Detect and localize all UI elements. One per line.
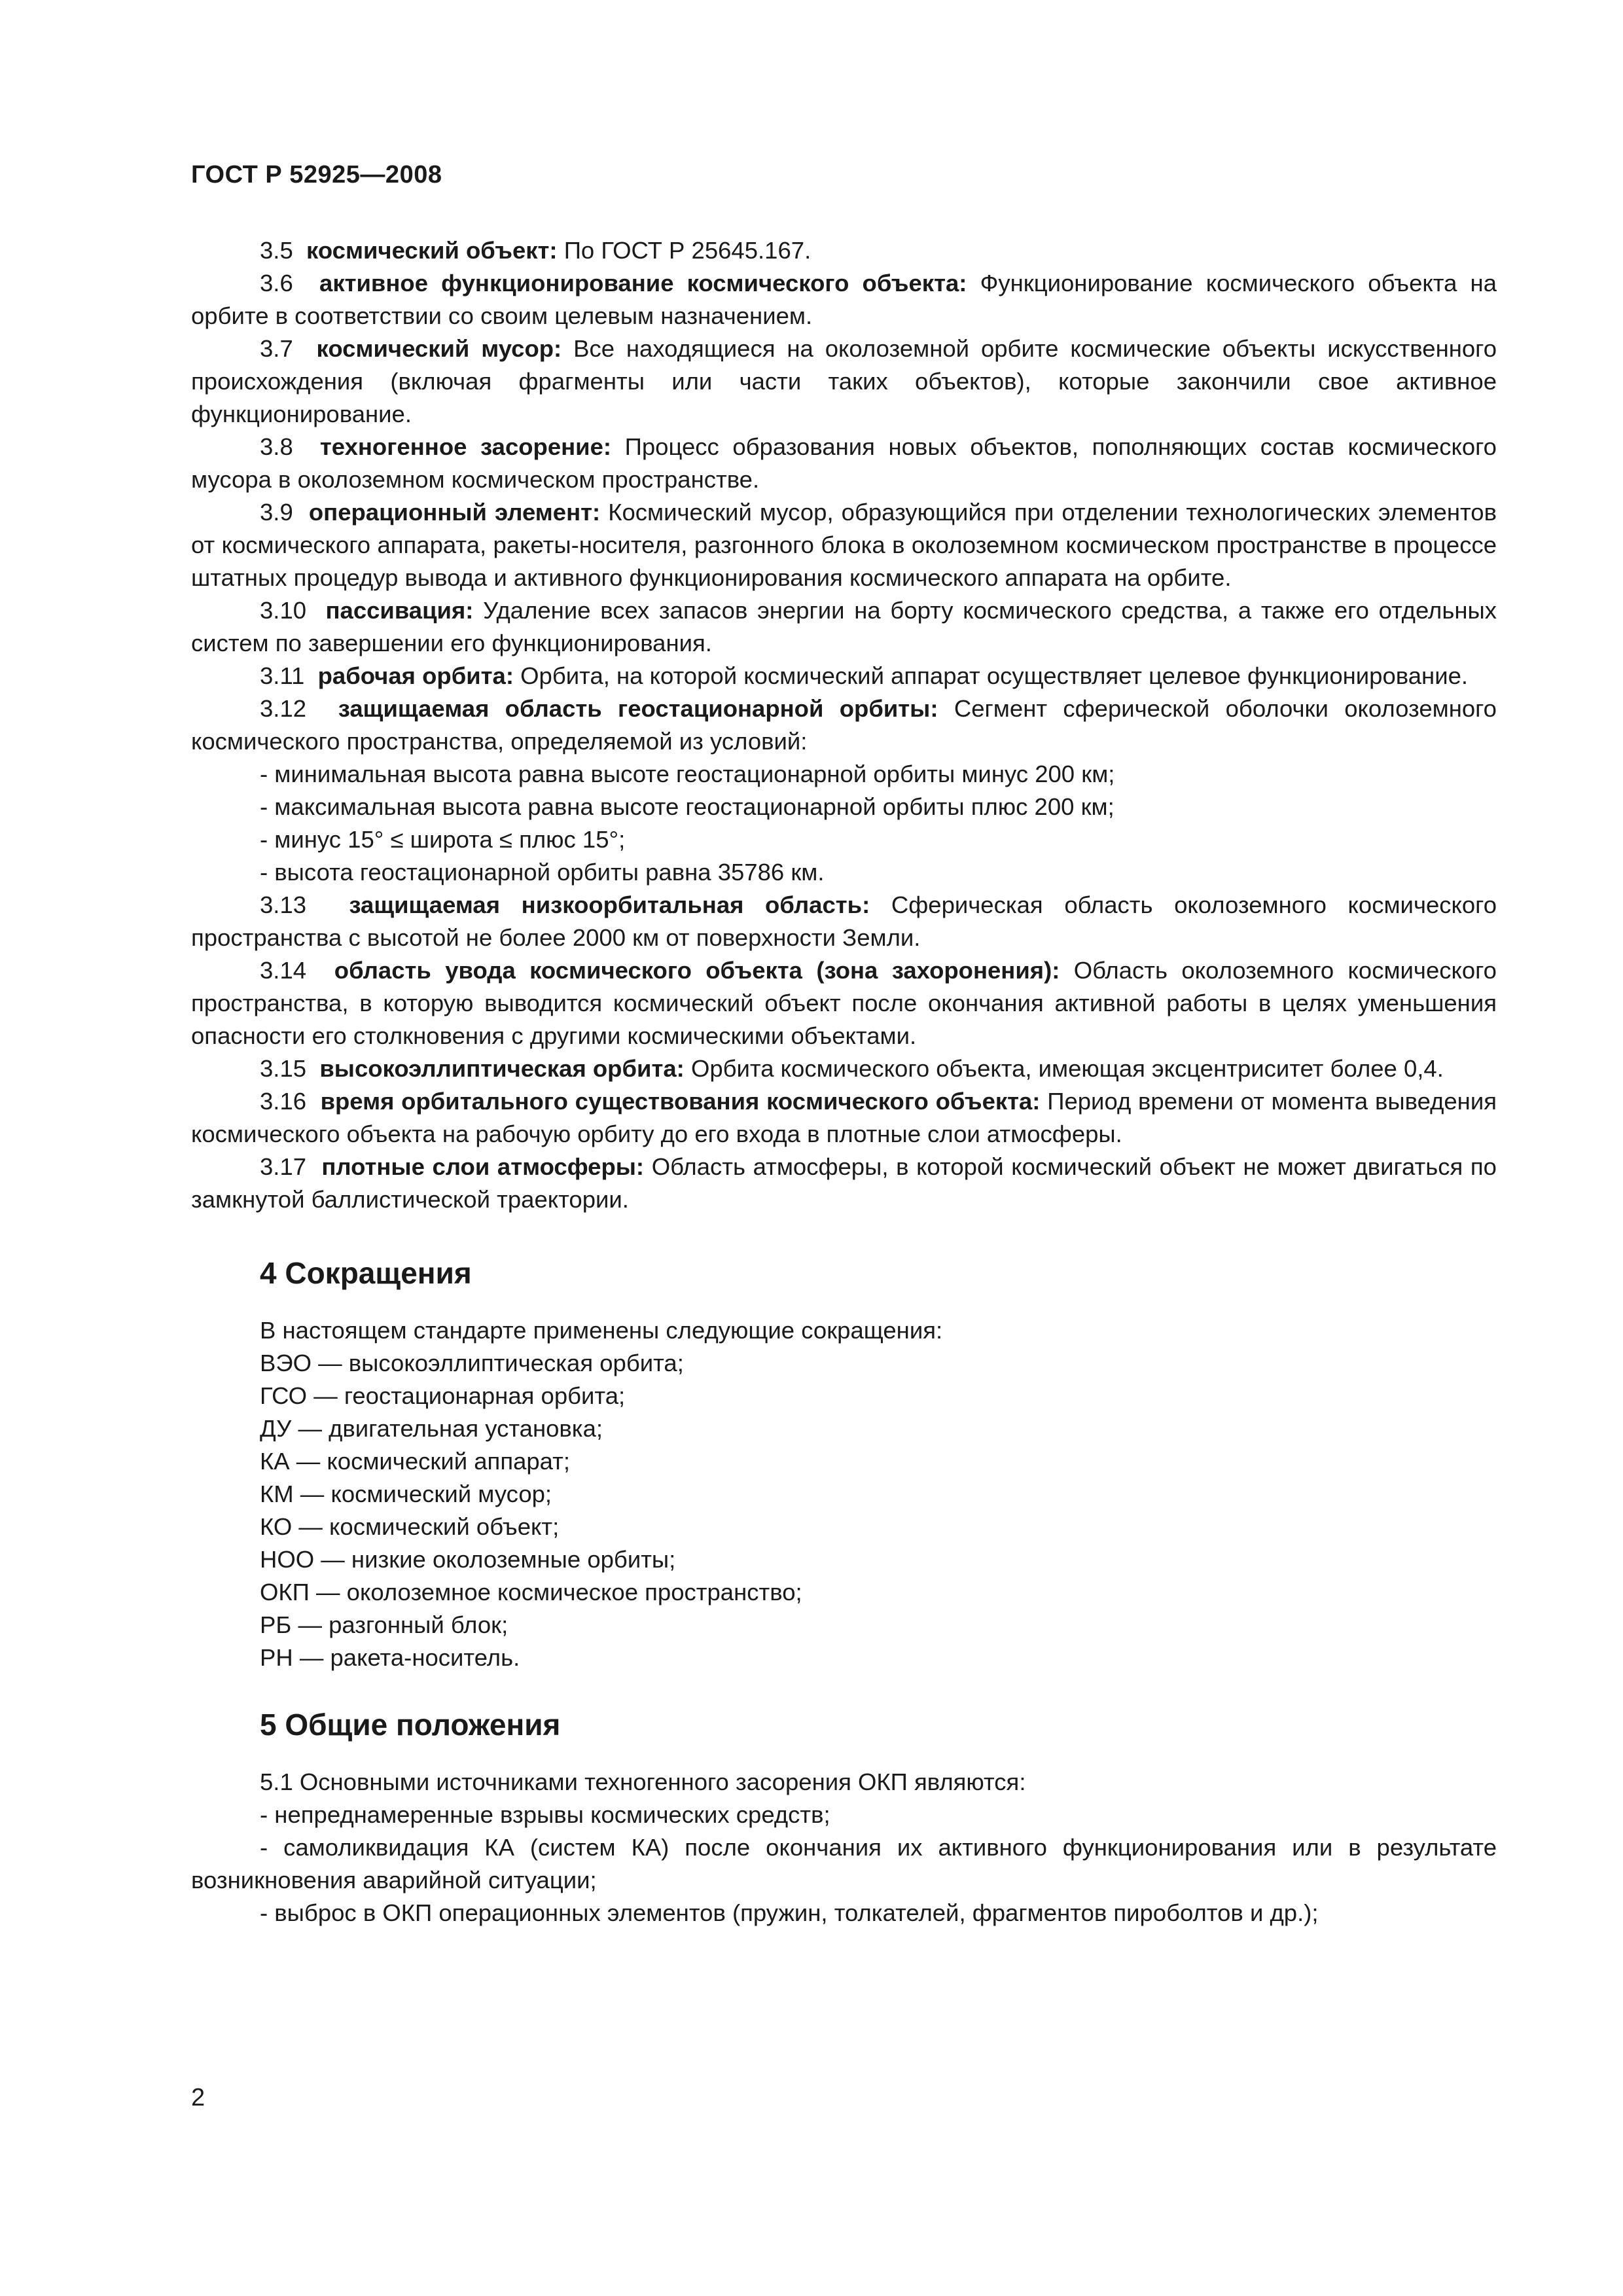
definition-3-5: 3.5 космический объект: По ГОСТ Р 25645.167. bbox=[260, 237, 812, 264]
abbreviation-item: РН — ракета-носитель. bbox=[260, 1644, 520, 1671]
source-item: - непреднамеренные взрывы космических средств; bbox=[260, 1801, 830, 1828]
abbreviation-item: ГСО — геостационарная орбита; bbox=[260, 1382, 626, 1409]
definition-3-7: 3.7 космический мусор: Все находящиеся на околоземной орбите космические объекты искусственного происхождения (включая фрагменты или части таких объектов), которые закончили свое активное функционирование. bbox=[191, 335, 1497, 427]
term: защищаемая область геостационарной орбиты: bbox=[338, 695, 938, 722]
abbreviation-item: КМ — космический мусор; bbox=[260, 1480, 552, 1507]
abbreviation-item: ВЭО — высокоэллиптическая орбита; bbox=[260, 1350, 684, 1376]
section-5-heading: 5 Общие положения bbox=[260, 1708, 561, 1742]
definition-3-12: 3.12 защищаемая область геостационарной орбиты: Сегмент сферической оболочки околоземного космического пространства, определяемой из условий: bbox=[191, 695, 1497, 755]
term: рабочая орбита: bbox=[317, 662, 514, 689]
condition-item: - минимальная высота равна высоте геостационарной орбиты минус 200 км; bbox=[260, 761, 1115, 787]
term: область увода космического объекта (зона захоронения): bbox=[334, 957, 1060, 984]
definition-3-16: 3.16 время орбитального существования космического объекта: Период времени от момента выведения космического объекта на рабочую орбиту до его входа в плотные слои атмосферы. bbox=[191, 1088, 1497, 1147]
condition-item: - высота геостационарной орбиты равна 35786 км. bbox=[260, 859, 825, 886]
source-item: - выброс в ОКП операционных элементов (пружин, толкателей, фрагментов пироболтов и др.); bbox=[260, 1899, 1319, 1926]
term: космический мусор: bbox=[316, 335, 562, 362]
abbreviation-item: РБ — разгонный блок; bbox=[260, 1611, 508, 1638]
condition-item: - минус 15° ≤ широта ≤ плюс 15°; bbox=[260, 826, 626, 853]
definition-3-17: 3.17 плотные слои атмосферы: Область атмосферы, в которой космический объект не может двигаться по замкнутой баллистической траектории. bbox=[191, 1153, 1497, 1213]
term: техногенное засорение: bbox=[319, 433, 612, 460]
definition-3-11: 3.11 рабочая орбита: Орбита, на которой космический аппарат осуществляет целевое функционирование. bbox=[260, 662, 1469, 689]
term: высокоэллиптическая орбита: bbox=[319, 1055, 685, 1082]
definition-3-15: 3.15 высокоэллиптическая орбита: Орбита космического объекта, имеющая эксцентриситет более 0,4. bbox=[260, 1055, 1444, 1082]
document-header: ГОСТ Р 52925—2008 bbox=[191, 161, 442, 188]
term: плотные слои атмосферы: bbox=[321, 1153, 645, 1180]
section-5-intro: 5.1 Основными источниками техногенного засорения ОКП являются: bbox=[260, 1768, 1026, 1795]
term: время орбитального существования космического объекта: bbox=[320, 1088, 1041, 1115]
abbreviation-item: КА — космический аппарат; bbox=[260, 1448, 571, 1475]
abbreviation-item: НОО — низкие околоземные орбиты; bbox=[260, 1546, 676, 1573]
definition-3-13: 3.13 защищаемая низкоорбитальная область: Сферическая область околоземного космического пространства с высотой не более 2000 км от поверхности Земли. bbox=[191, 891, 1497, 951]
term: защищаемая низкоорбитальная область: bbox=[349, 891, 870, 918]
definition-3-9: 3.9 операционный элемент: Космический мусор, образующийся при отделении технологических элементов от космического аппарата, ракеты-носителя, разгонного блока в околоземном космическом пространстве в процессе штатных процедур вывода и активного функционирования космического аппарата на орбите. bbox=[191, 499, 1497, 591]
section-4-intro: В настоящем стандарте применены следующие сокращения: bbox=[260, 1317, 943, 1344]
document-body bbox=[191, 234, 1497, 1929]
abbreviation-item: КО — космический объект; bbox=[260, 1513, 560, 1540]
definition-3-8: 3.8 техногенное засорение: Процесс образования новых объектов, пополняющих состав космического мусора в околоземном космическом пространстве. bbox=[191, 433, 1497, 493]
term: активное функционирование космического объекта: bbox=[319, 270, 967, 296]
abbreviation-item: ОКП — околоземное космическое пространство; bbox=[260, 1579, 802, 1605]
page-number: 2 bbox=[191, 2084, 205, 2111]
definition-3-6: 3.6 активное функционирование космического объекта: Функционирование космического объекта на орбите в соответствии со своим целевым назначением. bbox=[191, 270, 1497, 329]
term: операционный элемент: bbox=[308, 499, 601, 526]
abbreviation-item: ДУ — двигательная установка; bbox=[260, 1415, 603, 1442]
definition-3-14: 3.14 область увода космического объекта (зона захоронения): Область околоземного космического пространства, в которую выводится космический объект после окончания активной работы в целях уменьшения опасности его столкновения с другими космическими объектами. bbox=[191, 957, 1497, 1049]
source-item: - самоликвидация КА (систем КА) после окончания их активного функционирования или в результате возникновения аварийной ситуации; bbox=[191, 1834, 1497, 1893]
term: пассивация: bbox=[325, 597, 474, 624]
definition-3-10: 3.10 пассивация: Удаление всех запасов энергии на борту космического средства, а также его отдельных систем по завершении его функционирования. bbox=[191, 597, 1497, 656]
section-4-heading: 4 Сокращения bbox=[260, 1256, 472, 1290]
condition-item: - максимальная высота равна высоте геостационарной орбиты плюс 200 км; bbox=[260, 793, 1115, 820]
term: космический объект: bbox=[306, 237, 558, 264]
